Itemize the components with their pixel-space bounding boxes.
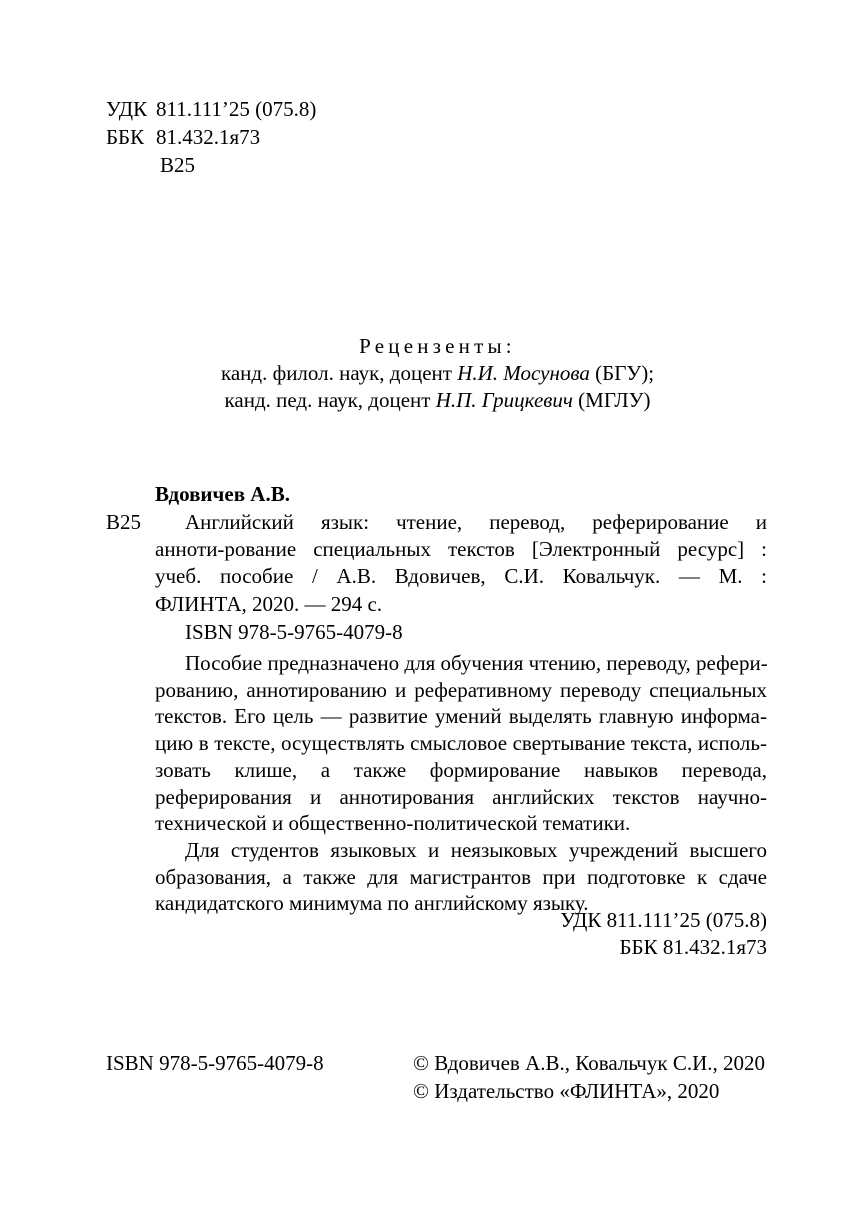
reviewer-2-title: канд. пед. наук, доцент	[224, 388, 436, 412]
annotation-line-1: Пособие предназначено для обучения чтению, переводу, рефери-	[185, 651, 768, 675]
udk-value: 811.111’25 (075.8)	[156, 97, 317, 121]
entry-author-mark: В25	[106, 510, 142, 534]
reviewer-1-affiliation: (БГУ);	[589, 361, 655, 385]
audience-line-2: образования, а также для магистрантов при подготовке к сдаче	[155, 864, 767, 889]
annotation-block	[155, 650, 767, 917]
classification-bottom	[500, 907, 767, 960]
copyright-block	[413, 1050, 765, 1105]
bbk-code-bottom: ББК 81.432.1я73	[619, 934, 767, 959]
entry-author: Вдовичев А.В.	[155, 482, 290, 506]
title-line-1: Английский язык: чтение, перевод, реферирование и	[185, 510, 767, 534]
annotation-line-7: технической и общественно-политической тематики.	[155, 811, 631, 836]
title-line-4: ФЛИНТА, 2020. — 294 с.	[155, 591, 383, 616]
reviewers-heading: Рецензенты:	[359, 334, 516, 358]
udk-code-bottom: УДК 811.111’25 (075.8)	[560, 908, 767, 932]
udk-label: УДК	[106, 97, 148, 121]
annotation-line-6: реферирования и аннотирования английских текстов научно-	[155, 784, 767, 809]
audience-line-1: Для студентов языковых и неязыковых учреждений высшего	[185, 837, 767, 862]
annotation-line-5: зовать клише, а также формирование навыков перевода,	[155, 757, 767, 782]
reviewer-2-name: Н.П. Грицкевич	[435, 388, 573, 412]
bbk-label: ББК	[106, 125, 145, 149]
reviewer-1-title: канд. филол. наук, доцент	[220, 361, 458, 385]
footer-isbn: ISBN 978-5-9765-4079-8	[106, 1051, 324, 1075]
audience-line-3: кандидатского минимума по английскому языку.	[155, 891, 589, 916]
bbk-value: 81.432.1я73	[156, 125, 261, 149]
title-line-2: анноти-рование специальных текстов [Электронный ресурс] :	[155, 537, 767, 562]
udk-code-top	[106, 96, 316, 123]
entry-isbn: ISBN 978-5-9765-4079-8	[185, 620, 403, 644]
copyright-authors: © Вдовичев А.В., Ковальчук С.И., 2020	[413, 1051, 765, 1075]
reviewer-1-name: Н.И. Мосунова	[457, 361, 590, 385]
title-line-3: учеб. пособие / А.В. Вдовичев, С.И. Ковальчук. — М. :	[155, 564, 767, 589]
author-mark-top: В25	[160, 153, 196, 177]
reviewer-2	[200, 387, 675, 414]
annotation-line-3: текстов. Его цель — развитие умений выделять главную информа-	[155, 704, 767, 729]
annotation-line-4: цию в тексте, осуществлять смысловое свертывание текста, исполь-	[155, 731, 767, 756]
reviewers-block	[200, 333, 675, 414]
reviewer-1	[200, 360, 675, 387]
entry-title-block	[155, 509, 767, 618]
copyright-publisher: © Издательство «ФЛИНТА», 2020	[413, 1078, 720, 1103]
reviewer-2-affiliation: (МГЛУ)	[572, 388, 651, 412]
annotation-line-2: рованию, аннотированию и реферативному переводу специальных	[155, 677, 767, 702]
bbk-code-top	[106, 124, 260, 151]
